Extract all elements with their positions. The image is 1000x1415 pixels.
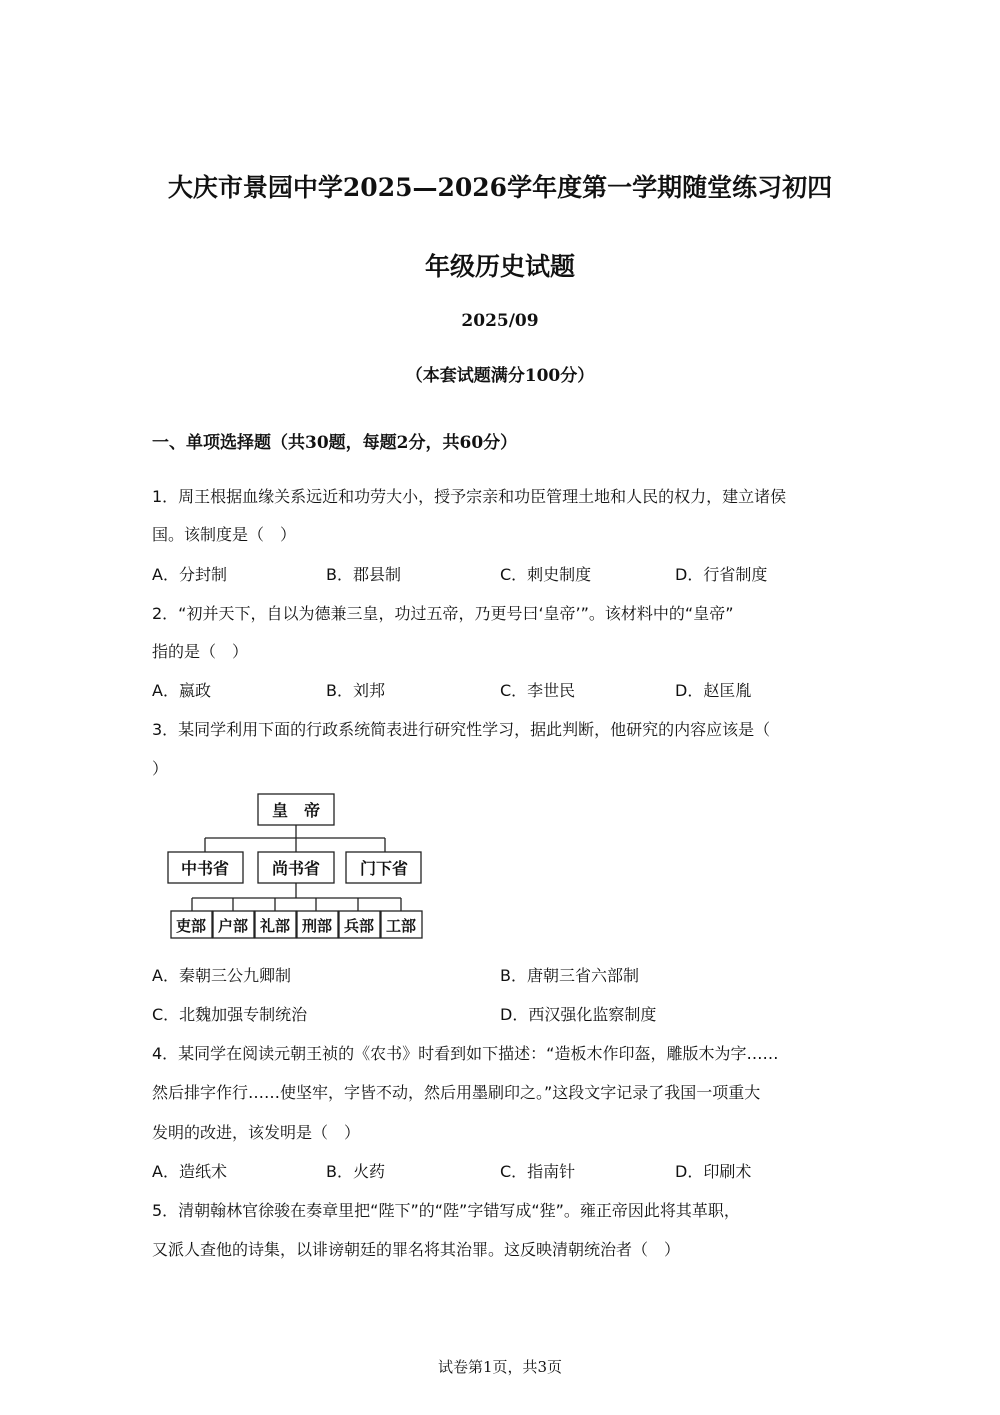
question-1-stem-line-2: 国。该制度是（ ） [152, 525, 297, 544]
diagram-bottom-label-5: 兵部 [343, 917, 375, 935]
question-4-option-c: C．指南针 [500, 1162, 576, 1181]
section-heading: 一、单项选择题（共30题，每题2分，共60分） [152, 433, 518, 453]
question-2-stem-line-2: 指的是（ ） [152, 642, 249, 661]
question-1-option-b: B．郡县制 [326, 565, 401, 584]
diagram-bottom-label-6: 工部 [385, 917, 417, 935]
question-2-option-c: C．李世民 [500, 681, 576, 700]
page-footer: 试卷第1页，共3页 [437, 1358, 563, 1376]
exam-title-line-1: 大庆市景园中学2025—2026学年度第一学期随堂练习初四 [167, 173, 833, 202]
question-5-stem-line-1: 5．清朝翰林官徐骏在奏章里把“陛下”的“陛”字错写成“狴”。雍正帝因此将其革职， [152, 1201, 740, 1220]
question-3-stem-line-1: 3．某同学利用下面的行政系统简表进行研究性学习，据此判断，他研究的内容应该是（ [152, 720, 771, 739]
diagram-bottom-label-3: 礼部 [259, 917, 291, 935]
question-1-option-a: A．分封制 [152, 565, 227, 584]
diagram-middle-label-2: 尚书省 [271, 859, 321, 878]
diagram-middle-label-1: 中书省 [180, 859, 230, 878]
administrative-system-diagram [165, 790, 427, 942]
question-4-stem-line-1: 4．某同学在阅读元朝王祯的《农书》时看到如下描述：“造板木作印盔，雕版木为字…… [152, 1044, 779, 1063]
score-note: （本套试题满分100分） [405, 366, 595, 386]
question-4-stem-line-3: 发明的改进，该发明是（ ） [152, 1123, 361, 1142]
question-2-stem-line-1: 2．“初并天下，自以为德兼三皇，功过五帝，乃更号曰‘皇帝’”。该材料中的“皇帝” [152, 604, 734, 623]
diagram-bottom-label-1: 吏部 [175, 917, 207, 935]
question-3-option-c: C．北魏加强专制统治 [152, 1005, 308, 1024]
question-3-option-d: D．西汉强化监察制度 [500, 1005, 657, 1024]
question-4-option-b: B．火药 [326, 1162, 385, 1181]
diagram-top-label: 皇 帝 [271, 801, 321, 820]
question-1-option-d: D．行省制度 [675, 565, 768, 584]
exam-date: 2025/09 [461, 311, 539, 331]
exam-title-line-2: 年级历史试题 [424, 252, 575, 281]
question-4-option-d: D．印刷术 [675, 1162, 752, 1181]
question-2-option-b: B．刘邦 [326, 681, 385, 700]
question-4-option-a: A．造纸术 [152, 1162, 227, 1181]
diagram-bottom-label-4: 刑部 [301, 917, 333, 935]
question-5-stem-line-2: 又派人查他的诗集，以诽谤朝廷的罪名将其治罪。这反映清朝统治者（ ） [152, 1240, 681, 1259]
question-1-stem-line-1: 1．周王根据血缘关系远近和功劳大小，授予宗亲和功臣管理土地和人民的权力，建立诸侯 [152, 487, 787, 506]
question-2-option-a: A．嬴政 [152, 681, 211, 700]
question-1-option-c: C．刺史制度 [500, 565, 592, 584]
question-3-option-a: A．秦朝三公九卿制 [152, 966, 291, 985]
question-2-option-d: D．赵匡胤 [675, 681, 752, 700]
question-3-stem-line-2: ） [152, 759, 169, 778]
question-3-option-b: B．唐朝三省六部制 [500, 966, 639, 985]
diagram-bottom-label-2: 户部 [217, 917, 249, 935]
question-4-stem-line-2: 然后排字作行……使坚牢，字皆不动，然后用墨刷印之。”这段文字记录了我国一项重大 [152, 1083, 761, 1102]
diagram-middle-label-3: 门下省 [359, 859, 409, 878]
